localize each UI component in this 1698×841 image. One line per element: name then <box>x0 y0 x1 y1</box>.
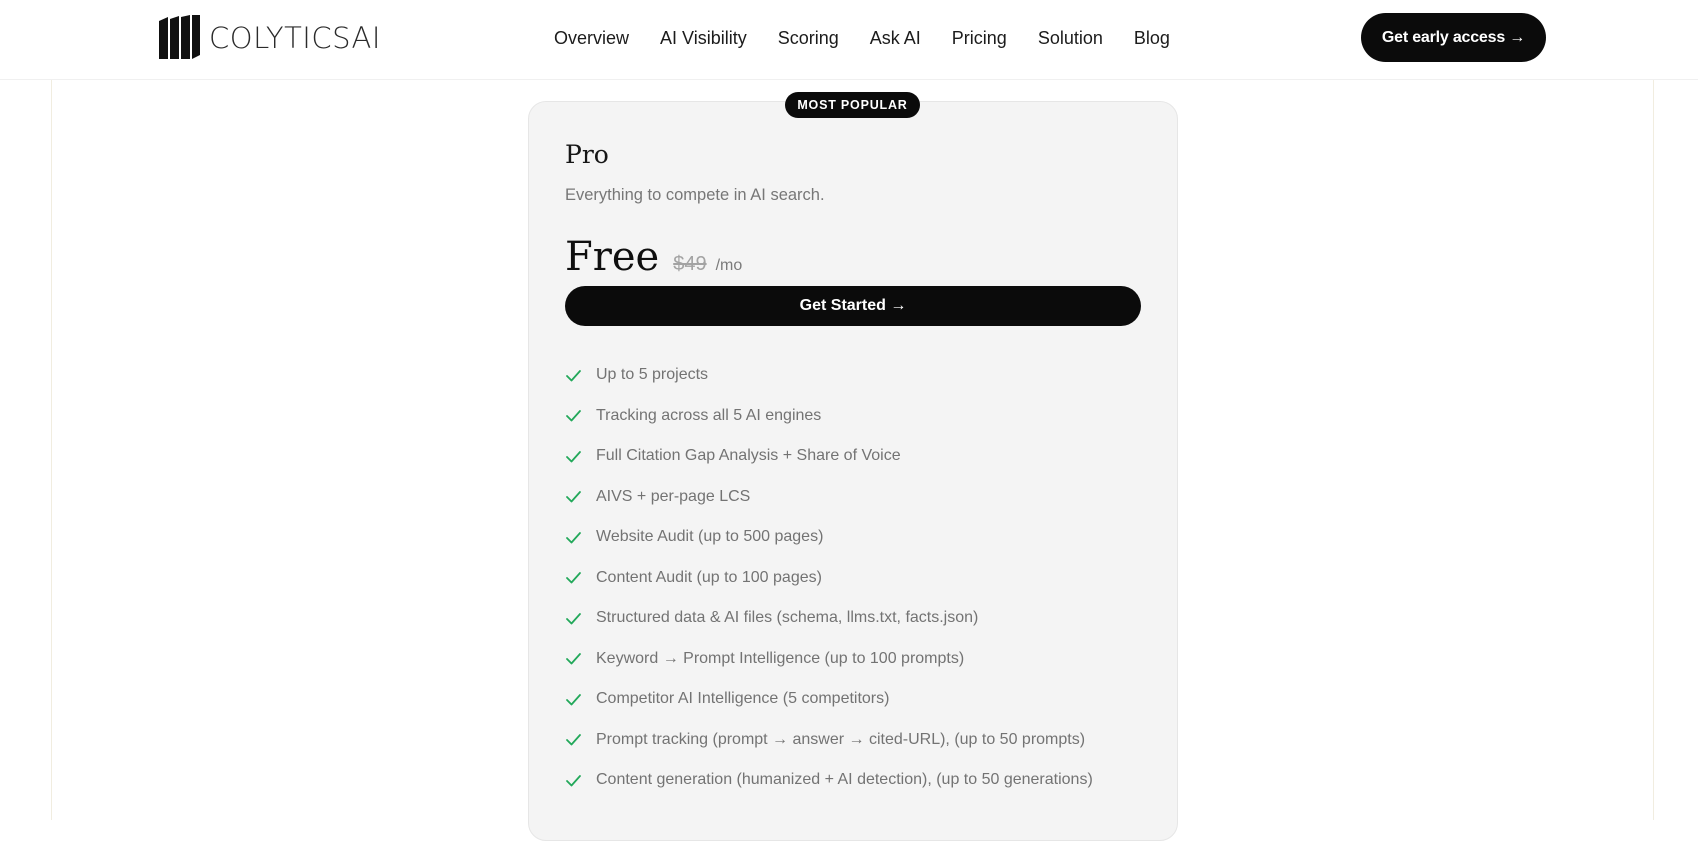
feature-item <box>565 639 1093 680</box>
nav-item-solution[interactable]: Solution <box>1037 28 1103 48</box>
check-icon <box>565 569 582 586</box>
logo[interactable] <box>159 14 381 62</box>
check-icon <box>565 407 582 424</box>
check-icon <box>565 731 582 748</box>
plan-description: Everything to compete in AI search. <box>565 186 825 204</box>
feature-text: Structured data & AI files (schema, llms.txt, facts.json) <box>596 609 979 627</box>
price-row <box>565 232 742 282</box>
feature-item <box>565 355 1093 396</box>
check-icon <box>565 488 582 505</box>
site-header <box>0 0 1698 80</box>
feature-item <box>565 760 1093 801</box>
nav-item-blog[interactable]: Blog <box>1133 28 1170 48</box>
feature-list <box>565 355 1093 801</box>
feature-text: Tracking across all 5 AI engines <box>596 406 822 424</box>
check-icon <box>565 448 582 465</box>
get-early-access-button[interactable]: Get early access → <box>1361 13 1546 62</box>
most-popular-badge: MOST POPULAR <box>785 92 920 118</box>
check-icon <box>565 367 582 384</box>
feature-item <box>565 679 1093 720</box>
feature-text: Content Audit (up to 100 pages) <box>596 568 822 586</box>
feature-text: Competitor AI Intelligence (5 competitors) <box>596 690 890 708</box>
plan-old-price: $49 <box>673 253 707 275</box>
nav-item-overview[interactable]: Overview <box>554 28 630 48</box>
feature-item <box>565 477 1093 518</box>
main-nav <box>554 26 1170 50</box>
nav-item-ai-visibility[interactable]: AI Visibility <box>660 28 747 48</box>
nav-item-pricing[interactable]: Pricing <box>951 28 1007 48</box>
plan-name: Pro <box>565 140 609 169</box>
nav-item-scoring[interactable]: Scoring <box>777 28 839 48</box>
feature-text: Content generation (humanized + AI detection), (up to 50 generations) <box>596 771 1093 789</box>
feature-text: Prompt tracking (prompt → answer → cited-URL), (up to 50 prompts) <box>596 730 1086 748</box>
check-icon <box>565 610 582 627</box>
check-icon <box>565 772 582 789</box>
feature-item <box>565 517 1093 558</box>
feature-text: Full Citation Gap Analysis + Share of Voice <box>596 447 901 465</box>
logo-text: COLYTICSAI <box>209 21 381 55</box>
feature-item <box>565 558 1093 599</box>
plan-period: /mo <box>715 257 743 274</box>
logo-bars-icon <box>159 15 201 61</box>
feature-text: Up to 5 projects <box>596 366 709 384</box>
feature-item <box>565 396 1093 437</box>
check-icon <box>565 529 582 546</box>
plan-price: Free <box>565 234 660 280</box>
check-icon <box>565 691 582 708</box>
feature-text: AIVS + per-page LCS <box>596 487 751 505</box>
nav-item-ask-ai[interactable]: Ask AI <box>869 28 921 48</box>
feature-text: Keyword → Prompt Intelligence (up to 100 prompts) <box>596 649 965 667</box>
feature-item <box>565 598 1093 639</box>
check-icon <box>565 650 582 667</box>
feature-item <box>565 436 1093 477</box>
feature-item <box>565 720 1093 761</box>
get-started-button[interactable]: Get Started → <box>565 286 1141 326</box>
feature-text: Website Audit (up to 500 pages) <box>596 528 824 546</box>
